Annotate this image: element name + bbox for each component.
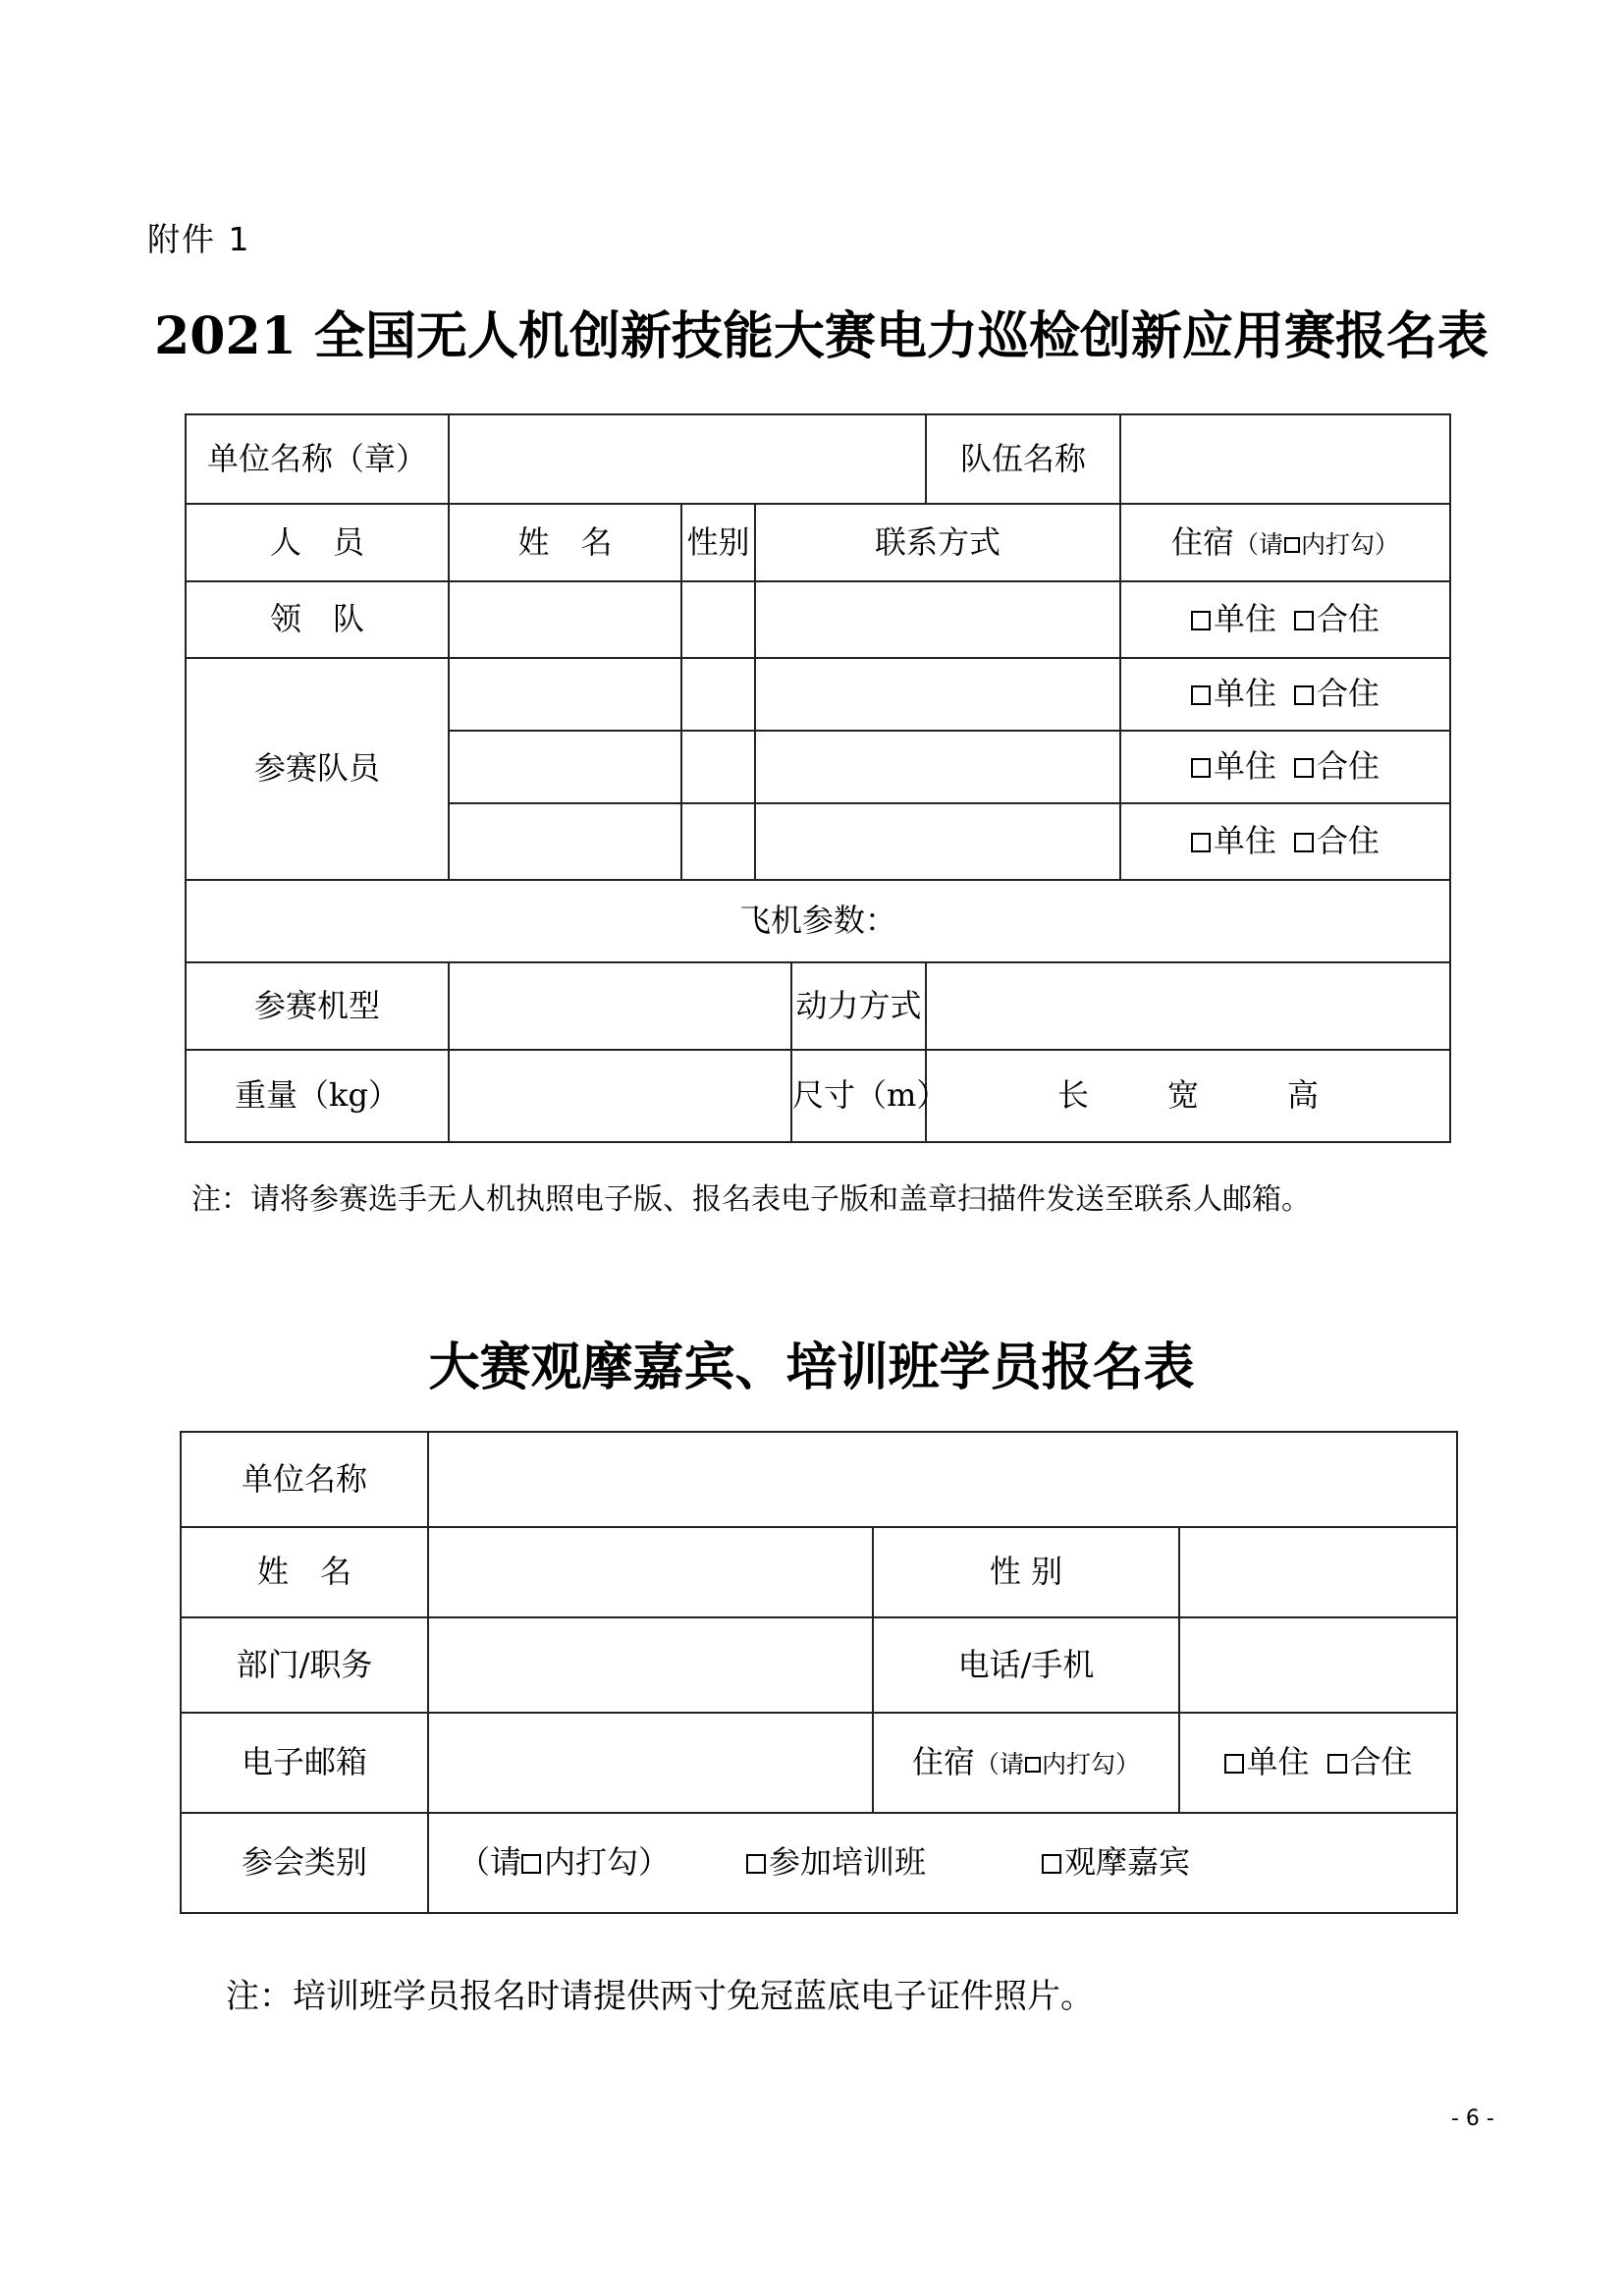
shared-label: 合住 — [1317, 747, 1380, 786]
col-contact-label: 联系方式 — [875, 522, 1001, 561]
unit-name-label-cell — [186, 414, 449, 504]
name-label-cell — [181, 1527, 428, 1617]
member1-gender-value[interactable] — [681, 658, 755, 731]
lodging-options — [1179, 1713, 1457, 1813]
checkbox-icon — [521, 1854, 541, 1874]
member3-contact-value[interactable] — [755, 803, 1120, 880]
shared-label: 合住 — [1317, 822, 1380, 860]
name-label: 姓 名 — [256, 1553, 352, 1591]
leader-label: 领 队 — [269, 600, 364, 638]
power-value[interactable] — [926, 962, 1450, 1050]
member1-lodging-options — [1120, 658, 1450, 731]
option-training: 参加培训班 — [769, 1843, 927, 1882]
shared-checkbox[interactable] — [1327, 1754, 1347, 1774]
weight-value[interactable] — [449, 1050, 791, 1142]
dept-label-cell — [181, 1617, 428, 1713]
category-label: 参会类别 — [241, 1843, 367, 1882]
length-label: 长 — [1056, 1076, 1089, 1115]
phone-label-cell — [873, 1617, 1179, 1713]
shared-checkbox[interactable] — [1294, 611, 1314, 630]
member2-gender-value[interactable] — [681, 731, 755, 803]
power-label: 动力方式 — [795, 986, 922, 1024]
aircraft-params-cell — [186, 880, 1450, 962]
member2-name-value[interactable] — [449, 731, 681, 803]
members-label-cell — [186, 658, 449, 880]
single-checkbox[interactable] — [1191, 611, 1211, 630]
col-lodging — [1120, 504, 1450, 581]
leader-lodging-options — [1120, 581, 1450, 658]
member1-contact-value[interactable] — [755, 658, 1120, 731]
gender-value[interactable] — [1179, 1527, 1457, 1617]
shared-checkbox[interactable] — [1294, 833, 1314, 852]
team-name-label: 队伍名称 — [960, 439, 1087, 477]
checkbox-icon — [1025, 1757, 1041, 1773]
dept-value[interactable] — [428, 1617, 873, 1713]
name-value[interactable] — [428, 1527, 873, 1617]
single-label: 单住 — [1214, 747, 1277, 786]
single-checkbox[interactable] — [1191, 758, 1211, 778]
guest-checkbox[interactable] — [1042, 1854, 1061, 1874]
checkbox-icon — [1284, 537, 1300, 553]
lodging-hint-pre: （请 — [1234, 529, 1284, 559]
model-label-cell — [186, 962, 449, 1050]
guest-registration-table — [180, 1431, 1458, 1914]
size-label: 尺寸（m） — [792, 1076, 948, 1115]
training-checkbox[interactable] — [746, 1854, 766, 1874]
member3-gender-value[interactable] — [681, 803, 755, 880]
col-personnel-label: 人 员 — [269, 522, 364, 561]
gender-label: 性 别 — [989, 1553, 1063, 1591]
note-1: 注：请将参赛选手无人机执照电子版、报名表电子版和盖章扫描件发送至联系人邮箱。 — [191, 1182, 1311, 1217]
unit-name-label: 单位名称（章） — [206, 439, 427, 477]
note-2: 注：培训班学员报名时请提供两寸免冠蓝底电子证件照片。 — [226, 1977, 1094, 2016]
email-value[interactable] — [428, 1713, 873, 1813]
member2-lodging-options — [1120, 731, 1450, 803]
attachment-label: 附件 1 — [147, 220, 251, 258]
col-name — [449, 504, 681, 581]
email-label-cell — [181, 1713, 428, 1813]
form2-title: 大赛观摩嘉宾、培训班学员报名表 — [428, 1338, 1195, 1397]
member3-name-value[interactable] — [449, 803, 681, 880]
leader-name-value[interactable] — [449, 581, 681, 658]
weight-label: 重量（kg） — [235, 1076, 400, 1115]
shared-checkbox[interactable] — [1294, 685, 1314, 705]
height-label: 高 — [1287, 1076, 1320, 1115]
col-contact — [755, 504, 1120, 581]
dept-label: 部门/职务 — [236, 1645, 373, 1683]
col-gender — [681, 504, 755, 581]
lodging-hint-pre: （请 — [974, 1750, 1024, 1779]
single-label: 单住 — [1214, 675, 1277, 713]
lodging-label-cell — [873, 1713, 1179, 1813]
single-checkbox[interactable] — [1191, 833, 1211, 852]
option-guest: 观摩嘉宾 — [1064, 1843, 1191, 1882]
registration-form-table — [185, 413, 1451, 1143]
member2-contact-value[interactable] — [755, 731, 1120, 803]
col-name-label: 姓 名 — [517, 522, 613, 561]
category-options — [428, 1813, 1457, 1913]
single-label: 单住 — [1246, 1743, 1310, 1781]
leader-contact-value[interactable] — [755, 581, 1120, 658]
size-dimensions[interactable] — [926, 1050, 1450, 1142]
size-label-cell — [791, 1050, 948, 1142]
single-label: 单住 — [1214, 600, 1277, 638]
unit-label-cell — [181, 1432, 428, 1527]
lodging-label: 住宿 — [911, 1743, 975, 1781]
weight-label-cell — [186, 1050, 449, 1142]
unit-value[interactable] — [428, 1432, 1457, 1527]
shared-label: 合住 — [1349, 1743, 1413, 1781]
unit-label: 单位名称 — [241, 1459, 367, 1498]
single-checkbox[interactable] — [1191, 685, 1211, 705]
category-hint-pre: （请 — [459, 1843, 522, 1882]
shared-checkbox[interactable] — [1294, 758, 1314, 778]
shared-label: 合住 — [1317, 600, 1380, 638]
lodging-hint-post: 内打勾） — [1042, 1750, 1141, 1779]
email-label: 电子邮箱 — [241, 1743, 367, 1781]
shared-label: 合住 — [1317, 675, 1380, 713]
member3-lodging-options — [1120, 803, 1450, 880]
lodging-hint-post: 内打勾） — [1301, 529, 1400, 559]
form1-title: 2021 全国无人机创新技能大赛电力巡检创新应用赛报名表 — [154, 306, 1488, 366]
gender-label-cell — [873, 1527, 1179, 1617]
members-label: 参赛队员 — [253, 749, 380, 788]
category-label-cell — [181, 1813, 428, 1913]
aircraft-params-label: 飞机参数： — [739, 902, 897, 940]
unit-name-value[interactable] — [449, 414, 926, 504]
power-label-cell — [791, 962, 926, 1050]
team-name-label-cell — [926, 414, 1120, 504]
leader-gender-value[interactable] — [681, 581, 755, 658]
page-number: - 6 - — [1451, 2106, 1494, 2131]
model-label: 参赛机型 — [253, 986, 380, 1024]
phone-value[interactable] — [1179, 1617, 1457, 1713]
member1-name-value[interactable] — [449, 658, 681, 731]
model-value[interactable] — [449, 962, 791, 1050]
width-label: 宽 — [1167, 1076, 1200, 1115]
team-name-value[interactable] — [1120, 414, 1450, 504]
col-personnel — [186, 504, 449, 581]
category-hint-post: 内打勾） — [544, 1843, 671, 1882]
single-checkbox[interactable] — [1224, 1754, 1244, 1774]
leader-label-cell — [186, 581, 449, 658]
single-label: 单住 — [1214, 822, 1277, 860]
col-lodging-label: 住宿 — [1170, 522, 1234, 561]
phone-label: 电话/手机 — [957, 1645, 1095, 1683]
col-gender-label: 性别 — [686, 522, 750, 561]
